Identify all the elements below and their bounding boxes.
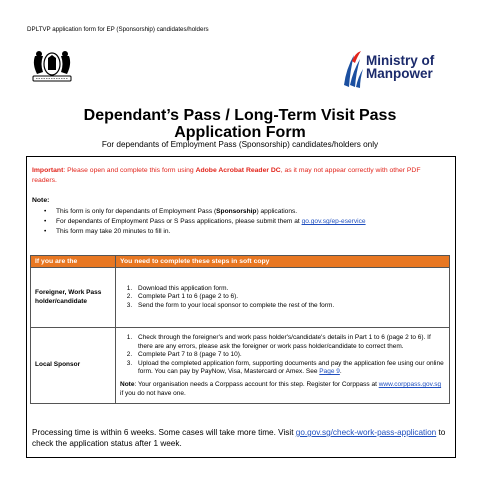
important-app-name: Adobe Acrobat Reader DC	[195, 167, 281, 174]
step-item: 2. Complete Part 7 to 8 (page 7 to 10).	[134, 351, 445, 360]
note-heading: Note:	[32, 197, 50, 204]
list-item	[32, 217, 452, 227]
processing-time-note	[32, 427, 452, 449]
note-bullet-2-before: For dependants of Employment Pass or S Pass applications, please submit them at	[56, 218, 302, 225]
processing-text-before: Processing time is within 6 weeks. Some cases will take more time. Visit	[32, 428, 296, 437]
step-3-text-after: .	[339, 368, 342, 376]
important-text-before: : Please open and complete this form using	[63, 167, 196, 174]
page-title-line-1: Dependant’s Pass / Long-Term Visit Pass	[83, 107, 397, 124]
processing-text-after: to check the application status after 1 week.	[32, 428, 446, 448]
important-label: Important	[32, 167, 64, 174]
note-list	[32, 207, 452, 237]
ep-eservice-link[interactable]: go.gov.sg/ep-eservice	[301, 218, 366, 225]
check-status-link[interactable]: go.gov.sg/check-work-pass-application	[295, 428, 437, 437]
step-item: 1. Download this application form.	[134, 285, 445, 294]
form-note: DPLTVP application form for EP (Sponsorship) candidates/holders	[27, 26, 209, 33]
note-bullet-1-after: ) applications.	[256, 208, 298, 215]
steps-local-sponsor	[116, 328, 450, 404]
step-item: 1. Check through the foreigner's and work pass holder's/candidate's details in Part 1 to 6 (page 2 to 6). If there are any errors, please ask the foreigner or work pass holder/candidate to correct them.	[134, 334, 445, 351]
note-bullet-1-before: This form is only for dependants of Employment Pass (	[56, 208, 217, 215]
step-item	[134, 360, 445, 377]
bullet-icon: •	[44, 228, 47, 235]
list-item	[32, 227, 452, 237]
corppass-note-text: : Your organisation needs a Corppass account for this step. Register for Corppass at	[134, 380, 379, 388]
bullet-icon: •	[44, 208, 47, 215]
ministry-of-manpower-logo	[340, 49, 460, 93]
page-subtitle: For dependants of Employment Pass (Sponsorship) candidates/holders only	[101, 140, 379, 149]
note-bullet-1-bold: Sponsorship	[216, 208, 257, 215]
steps-foreigner	[116, 268, 450, 328]
table-header-row	[31, 256, 450, 268]
role-foreigner: Foreigner, Work Pass holder/candidate	[31, 268, 116, 328]
step-3-text-before: Upload the completed application form, supporting documents and pay the application fee using our online form. You can pay by PayNow, Visa, Mastercard or Amex. See	[138, 359, 444, 376]
column-header-role: If you are the	[31, 256, 116, 268]
note-bullet-3: This form may take 20 minutes to fill in.	[56, 228, 171, 235]
list-item	[32, 207, 452, 217]
logo-line-2: Manpower	[366, 66, 433, 81]
corppass-note-label: Note	[120, 380, 135, 388]
steps-table	[30, 255, 450, 404]
logo-line-1: Ministry of	[366, 53, 435, 68]
column-header-steps: You need to complete these steps in soft copy	[116, 256, 450, 268]
corppass-note-after: if you do not have one.	[120, 389, 186, 397]
note-label: Note	[32, 197, 48, 204]
step-item: 3. Send the form to your local sponsor to complete the rest of the form.	[134, 302, 445, 311]
corppass-note	[120, 381, 445, 398]
bullet-icon: •	[44, 218, 47, 225]
page-9-link[interactable]: Page 9	[319, 368, 340, 376]
important-notice	[32, 166, 447, 185]
page-title-line-2: Application Form	[174, 124, 306, 141]
important-text-after: , as it may not appear correctly with other PDF readers.	[32, 167, 421, 184]
corppass-link[interactable]: www.corppass.gov.sg	[378, 380, 442, 388]
singapore-crest-icon	[27, 46, 77, 86]
table-row	[31, 268, 450, 328]
step-item: 2. Complete Part 1 to 6 (page 2 to 6).	[134, 293, 445, 302]
table-row	[31, 328, 450, 404]
role-local-sponsor: Local Sponsor	[31, 328, 116, 404]
